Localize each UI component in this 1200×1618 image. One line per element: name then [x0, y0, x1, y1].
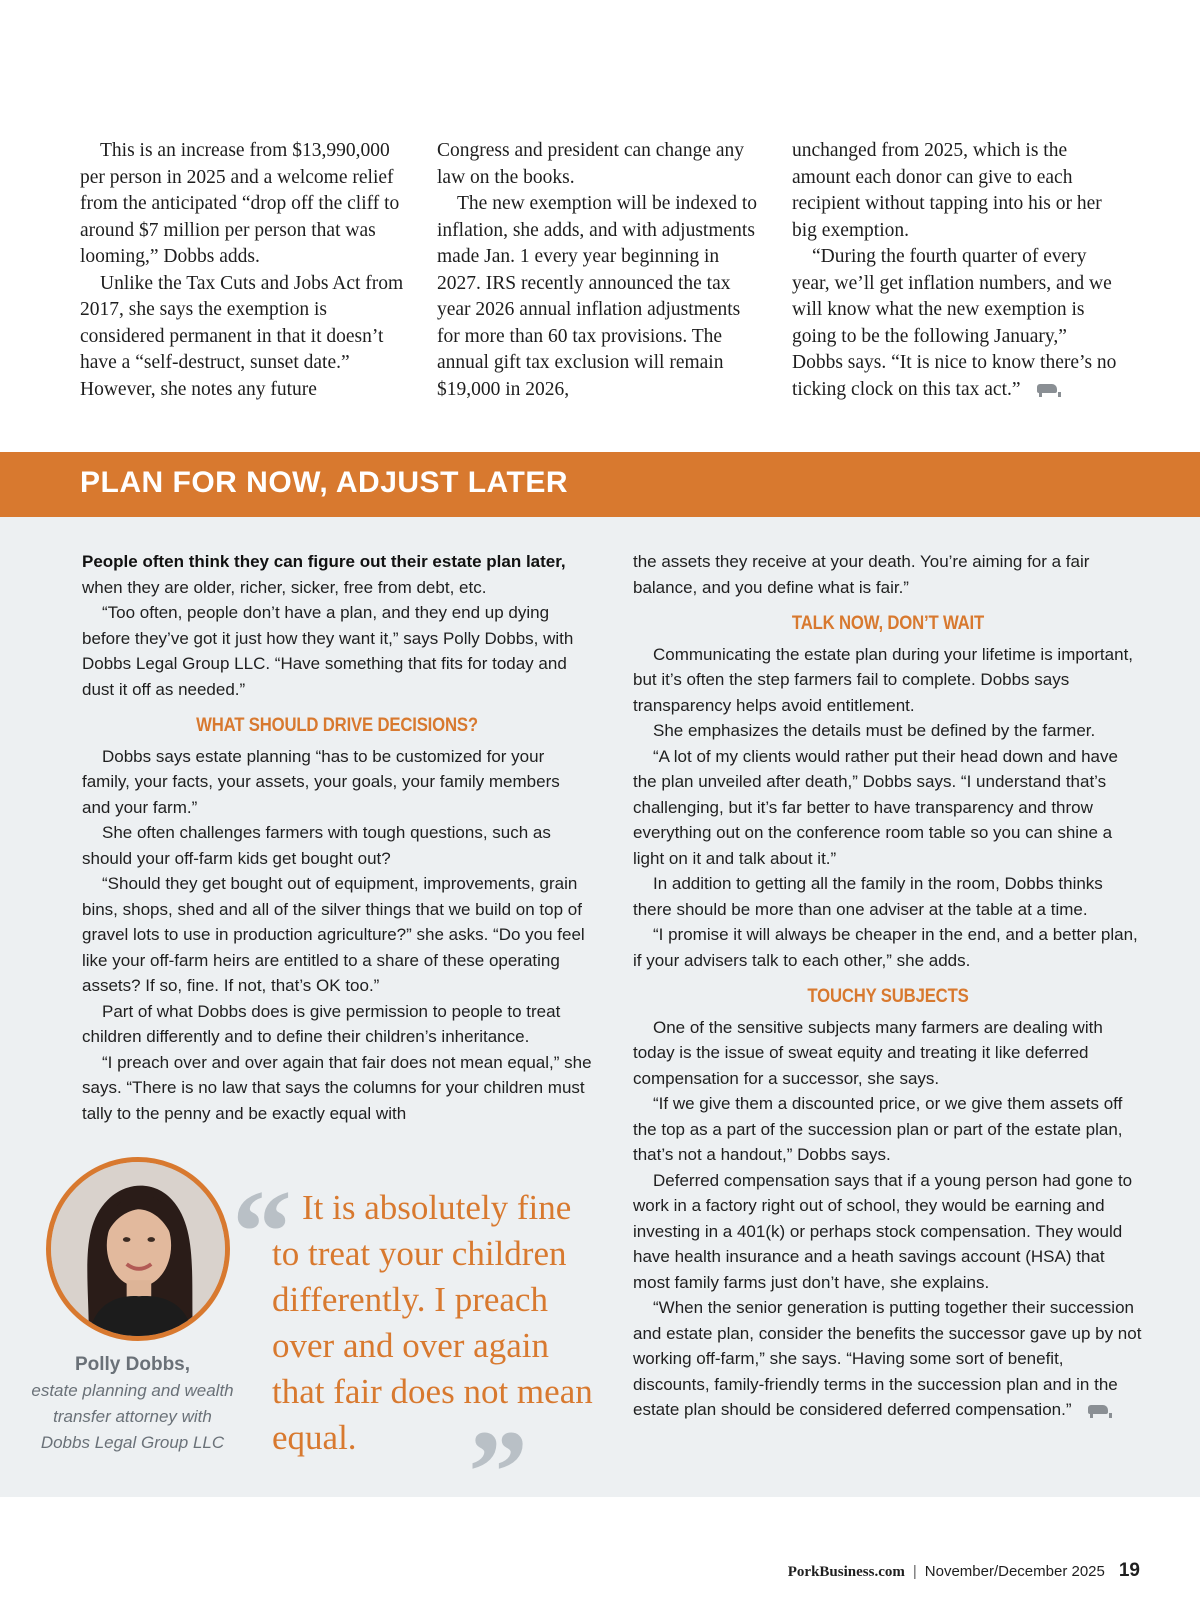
- article-column-1: [80, 138, 410, 403]
- lead-in-bold: People often think they can figure out their estate plan later,: [82, 552, 566, 571]
- lead-in-rest: when they are older, richer, sicker, free from debt, etc.: [82, 577, 487, 597]
- sidebar-column-left: [82, 549, 592, 1126]
- article-column-3: [792, 138, 1122, 403]
- paragraph: “Too often, people don’t have a plan, and they end up dying before they’ve got it just how they want it,” says Polly Dobbs, with Dobbs Legal Group LLC. “Have something that fits for today and dust it off as needed.”: [82, 603, 574, 699]
- paragraph: [792, 244, 1122, 403]
- paragraph: “A lot of my clients would rather put their head down and have the plan unveiled after death,” Dobbs says. “I understand that’s challenging, but it’s far better to have transparency and throw everything out on the conference room table so you can shine a light on it and talk about it.”: [633, 746, 1118, 868]
- paragraph: [633, 1295, 1143, 1423]
- pig-end-mark-icon: [1035, 383, 1061, 397]
- paragraph: One of the sensitive subjects many farmers are dealing with today is the issue of sweat equity and treating it like deferred compensation for a successor, she says.: [633, 1017, 1103, 1088]
- paragraph: “I promise it will always be cheaper in the end, and a better plan, if your advisers talk to each other,” she adds.: [633, 925, 1138, 970]
- paragraph: She emphasizes the details must be defined by the farmer.: [653, 721, 1096, 740]
- caption-role-line: transfer attorney with: [53, 1407, 212, 1426]
- paragraph: This is an increase from $13,990,000 per person in 2025 and a welcome relief from the anticipated “drop off the cliff to around $7 million per person that was looming,” Dobbs adds.: [80, 140, 400, 267]
- paragraph: “I preach over and over again that fair does not mean equal,” she says. “There is no law that says the columns for your children must tally to the penny and be exactly equal with: [82, 1052, 592, 1123]
- lead-paragraph: [82, 549, 592, 600]
- paragraph: Congress and president can change any law on the books.: [437, 140, 745, 188]
- section-header-band: [0, 452, 1200, 517]
- pull-quote-first-line: It is absolutely fine: [302, 1188, 572, 1227]
- paragraph: “If we give them a discounted price, or we give them assets off the top as a part of the succession plan or part of the estate plan, that’s not a handout,” Dobbs says.: [633, 1094, 1123, 1164]
- page-number: 19: [1118, 1560, 1140, 1581]
- sidebar-panel: [0, 517, 1200, 1538]
- open-quote-mark-icon: “: [232, 1165, 292, 1298]
- paragraph: She often challenges farmers with tough questions, such as should your off-farm kids get bought out?: [82, 823, 551, 868]
- photo-caption: [20, 1352, 245, 1456]
- article-column-2: [437, 138, 767, 403]
- sidebar-column-right: [633, 549, 1143, 1423]
- caption-name: Polly Dobbs,: [74, 1354, 191, 1375]
- paragraph: the assets they receive at your death. You’re aiming for a fair balance, and you define what is fair.”: [633, 552, 1090, 597]
- paragraph: Deferred compensation says that if a young person had gone to work in a factory right out of school, they would be earning and investing in a 401(k) or perhaps stock compensation. They would have health insurance and a heath savings account (HSA) that most family farms just don’t have, she explains.: [633, 1170, 1133, 1292]
- footer-separator: |: [912, 1563, 917, 1580]
- section-title: PLAN FOR NOW, ADJUST LATER: [80, 466, 568, 499]
- subhead-what-should-drive-decisions: WHAT SHOULD DRIVE DECISIONS?: [196, 715, 478, 736]
- paragraph-text: “During the fourth quarter of every year, we’ll get inflation numbers, and we will know what the new exemption is going to be the following January,” Dobbs says. “It is nice to know there’s no ticking clock on this tax act.”: [792, 246, 1117, 400]
- subhead-touchy-subjects: TOUCHY SUBJECTS: [807, 986, 969, 1007]
- caption-role-line: Dobbs Legal Group LLC: [40, 1433, 225, 1452]
- pull-quote: [272, 1185, 602, 1461]
- subhead-talk-now: TALK NOW, DON’T WAIT: [791, 613, 985, 634]
- portrait-photo: [46, 1157, 230, 1341]
- portrait-illustration: [51, 1162, 225, 1336]
- paragraph-text: “When the senior generation is putting together their succession and estate plan, consider the benefits the successor gave up by not working off-farm,” she says. “Having some sort of benefit, discounts, family-friendly terms in the succession plan and in the estate plan should be considered deferred compensation.”: [633, 1298, 1142, 1419]
- paragraph: In addition to getting all the family in the room, Dobbs thinks there should be more than one adviser at the table at a time.: [633, 874, 1103, 919]
- paragraph: Communicating the estate plan during your lifetime is important, but it’s often the step farmers fail to complete. Dobbs says transparency helps avoid entitlement.: [633, 644, 1134, 715]
- footer-issue: November/December 2025: [924, 1563, 1105, 1580]
- paragraph: Dobbs says estate planning “has to be customized for your family, your facts, your assets, your goals, your family members and your farm.”: [82, 746, 560, 817]
- page-footer: [788, 1560, 1140, 1582]
- pig-end-mark-icon: [1086, 1404, 1112, 1418]
- footer-site: PorkBusiness.com: [787, 1564, 905, 1580]
- paragraph: Part of what Dobbs does is give permission to people to treat children differently and to define their children’s inheritance.: [82, 1001, 561, 1046]
- article-top-columns: [80, 138, 1120, 418]
- paragraph: The new exemption will be indexed to inflation, she adds, and with adjustments made Jan. 1 every year beginning in 2027. IRS recently announced the tax year 2026 annual inflation adjustments for more than 60 tax provisions. The annual gift tax exclusion will remain $19,000 in 2026,: [437, 193, 758, 400]
- paragraph: unchanged from 2025, which is the amount each donor can give to each recipient without tapping into his or her big exemption.: [792, 140, 1102, 241]
- pull-quote-rest: to treat your children differently. I preach over and over again that fair does not mean equal.: [272, 1234, 593, 1457]
- paragraph: Unlike the Tax Cuts and Jobs Act from 2017, she says the exemption is considered permanent in that it doesn’t have a “self-destruct, sunset date.” However, she notes any future: [80, 272, 404, 400]
- paragraph: “Should they get bought out of equipment, improvements, grain bins, shops, shed and all of the silver things that we build on top of gravel lots to use in production agriculture?” she asks. “Do you feel like your off-farm heirs are entitled to a share of these operating assets? If so, fine. If not, that’s OK too.”: [82, 874, 585, 995]
- caption-role-line: estate planning and wealth: [31, 1381, 234, 1400]
- close-quote-mark-icon: ”: [468, 1405, 528, 1538]
